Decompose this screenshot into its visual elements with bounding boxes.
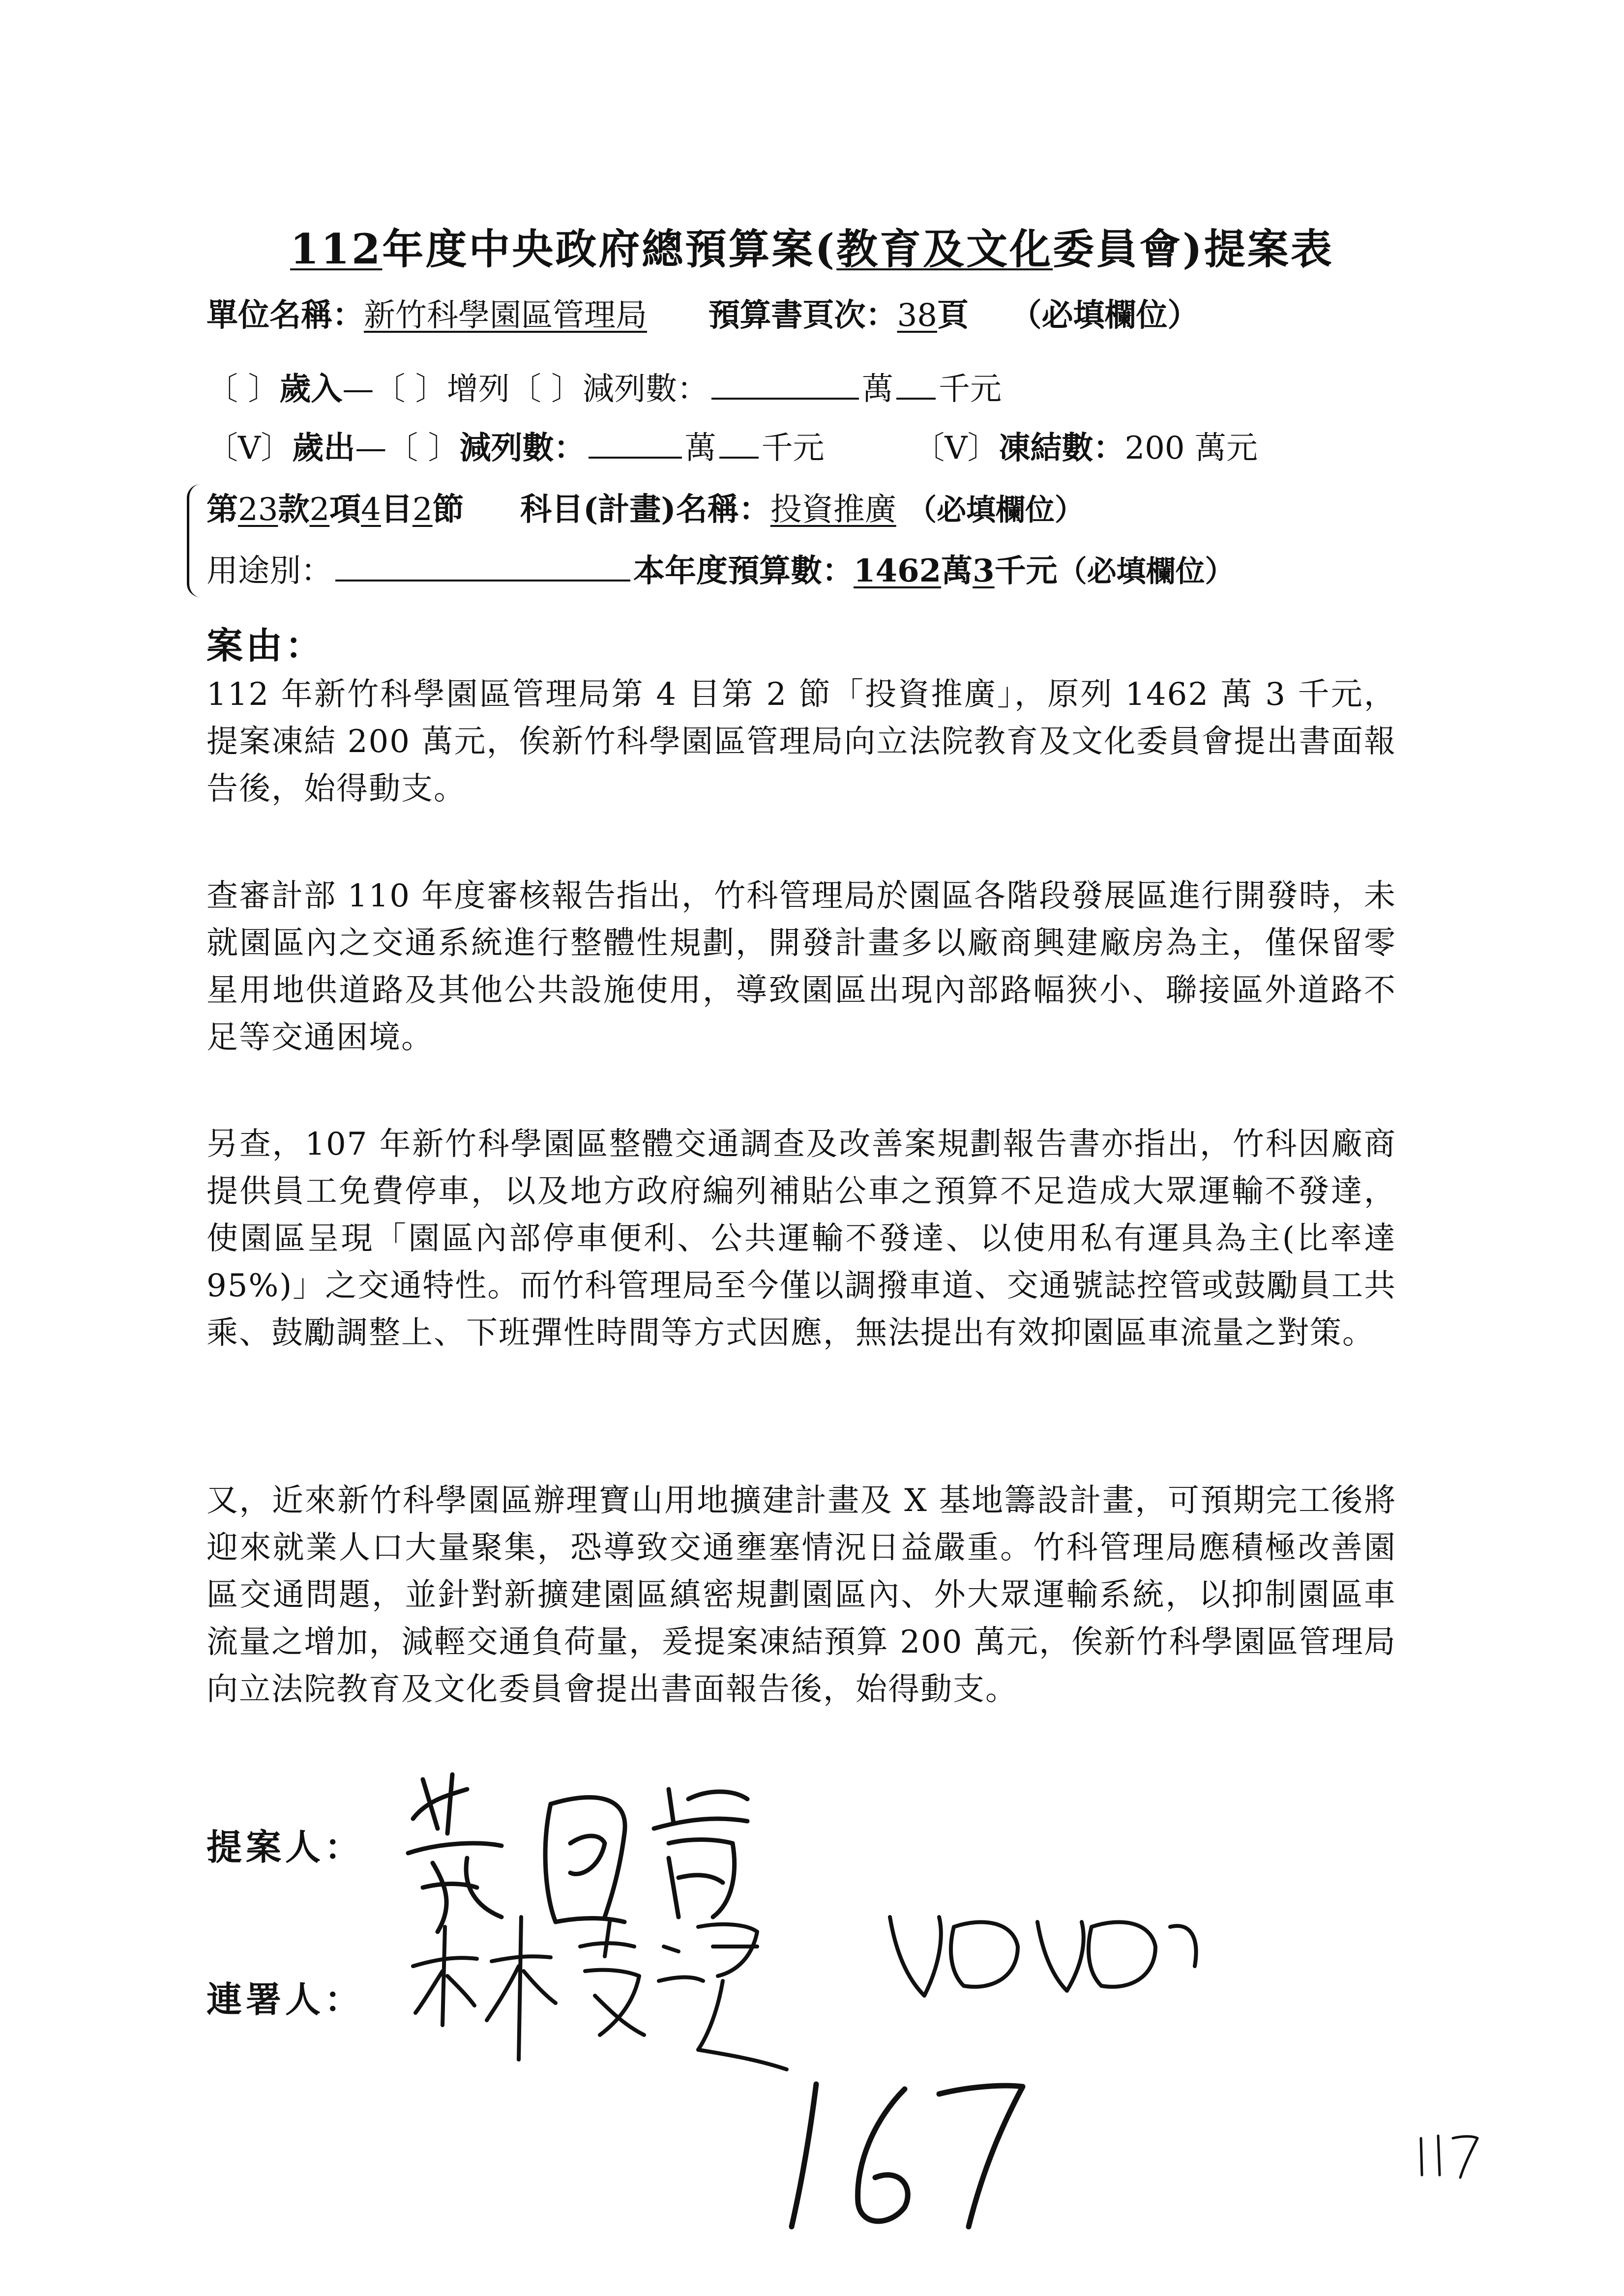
increase-label: 增列 bbox=[446, 371, 510, 407]
reason-paragraph-1: 112 年新竹科學園區管理局第 4 目第 2 節「投資推廣」，原列 1462 萬 3 千元，提案凍結 200 萬元，俟新竹科學園區管理局向立法院教育及文化委員會提出書面報告後，始得動支。 bbox=[207, 676, 1396, 807]
mu-label: 目 bbox=[381, 491, 413, 528]
cosigner-label: 連署人： bbox=[207, 1978, 364, 2020]
reason-paragraph-4: 又，近來新竹科學園區辦理寶山用地擴建計畫及 X 基地籌設計畫，可預期完工後將迎來就業人口大量聚集，恐導致交通壅塞情況日益嚴重。竹科管理局應積極改善園區交通問題，並針對新擴建園區縝密規劃園區內、外大眾運輸系統，以抑制園區車流量之增加，減輕交通負荷量，爰提案凍結預算 200 萬元，俟新竹科學園區管理局向立法院教育及文化委員會提出書面報告後，始得動支。 bbox=[207, 1482, 1396, 1708]
required-note: （必填欄位） bbox=[1057, 554, 1235, 589]
title-committee: 教育及文化 bbox=[836, 225, 1053, 273]
mu-value: 4 bbox=[361, 492, 381, 528]
item-bracket bbox=[187, 484, 203, 597]
wan-unit: 萬 bbox=[684, 430, 716, 466]
blank-line bbox=[711, 366, 859, 400]
subject-name: 投資推廣 bbox=[770, 492, 896, 528]
revenue-label: 歲入 bbox=[279, 371, 343, 407]
title-post: 委員會)提案表 bbox=[1053, 225, 1334, 273]
unit-label: 單位名稱： bbox=[207, 297, 364, 334]
reason-paragraph-3: 另查，107 年新竹科學園區整體交通調查及改善案規劃報告書亦指出，竹科因廠商提供員工免費停車，以及地方政府編列補貼公車之預算不足造成大眾運輸不發達，使園區呈現「園區內部停車便利、公共運輸不發達、以使用私有運具為主(比率達 95%)」之交通特性。而竹科管理局至今僅以調撥車道、交通號誌控管或鼓勵員工共乘、鼓勵調整上、下班彈性時間等方式因應，無法提出有效抑園區車流量之對策。 bbox=[207, 1126, 1396, 1351]
title-year: 112 bbox=[290, 225, 383, 273]
freeze-label: 凍結數： bbox=[999, 430, 1125, 466]
usage-label: 用途別： bbox=[207, 553, 332, 589]
decrease-checkbox: 〔 〕 bbox=[509, 371, 583, 407]
expense-decrease-label: 減列數： bbox=[459, 430, 586, 466]
budget-page-label: 預算書頁次： bbox=[708, 297, 897, 334]
usage-blank bbox=[335, 548, 630, 581]
unit-row bbox=[207, 290, 1199, 335]
title-pre: 年度中央政府總預算案( bbox=[382, 225, 837, 273]
jie-value: 2 bbox=[412, 492, 433, 528]
jie-label: 節 bbox=[432, 491, 464, 528]
qian-unit: 千元 bbox=[761, 430, 825, 466]
decrease-label: 減列數： bbox=[583, 371, 709, 407]
required-note: （必填欄位） bbox=[1010, 297, 1199, 334]
form-title bbox=[0, 216, 1624, 276]
expense-dash: — bbox=[355, 430, 387, 466]
required-note: （必填欄位） bbox=[907, 493, 1084, 527]
kuan-label: 款 bbox=[278, 491, 310, 528]
kuan-value: 23 bbox=[238, 492, 278, 528]
annual-budget-qian: 3 bbox=[973, 552, 995, 589]
blank-line bbox=[589, 425, 682, 459]
increase-checkbox: 〔 〕 bbox=[374, 371, 447, 407]
blank-line bbox=[719, 425, 759, 459]
expense-decrease-checkbox: 〔 〕 bbox=[386, 430, 460, 466]
freeze-value: 200 萬元 bbox=[1124, 430, 1258, 466]
handwritten-page-number bbox=[757, 2064, 1033, 2243]
freeze-checkbox: 〔V〕 bbox=[913, 430, 999, 466]
qian-unit: 千元 bbox=[939, 371, 1002, 407]
cosigner-signature bbox=[403, 1897, 1214, 2074]
handwritten-117-drawing bbox=[1411, 2128, 1480, 2182]
qian-unit: 千元 bbox=[994, 552, 1058, 589]
wan-unit: 萬 bbox=[862, 371, 894, 407]
wan-unit: 萬 bbox=[941, 552, 973, 589]
item-row bbox=[207, 484, 1084, 529]
budget-page-unit: 頁 bbox=[937, 297, 969, 334]
xiang-label: 項 bbox=[329, 491, 361, 528]
corner-page-number bbox=[1411, 2128, 1480, 2184]
revenue-row bbox=[207, 364, 1002, 409]
reason-paragraph-2: 查審計部 110 年度審核報告指出，竹科管理局於園區各階段發展區進行開發時，未就園區內之交通系統進行整體性規劃，開發計畫多以廠商興建廠房為主，僅保留零星用地供道路及其他公共設施使用，導致園區出現內部路幅狹小、聯接區外道路不足等交通困境。 bbox=[207, 878, 1396, 1056]
unit-name: 新竹科學園區管理局 bbox=[364, 297, 647, 334]
expense-checkbox: 〔V〕 bbox=[207, 430, 293, 466]
revenue-dash: — bbox=[342, 371, 374, 407]
proposer-label: 提案人： bbox=[207, 1826, 364, 1868]
expense-label: 歲出 bbox=[292, 430, 355, 466]
blank-line bbox=[896, 366, 936, 400]
xiang-value: 2 bbox=[309, 492, 330, 528]
handwritten-167-drawing bbox=[757, 2064, 1033, 2241]
budget-page: 38 bbox=[897, 297, 937, 334]
subject-label: 科目(計畫)名稱： bbox=[520, 491, 770, 528]
reason-heading: 案由： bbox=[207, 625, 325, 667]
revenue-checkbox: 〔 〕 bbox=[207, 371, 280, 407]
annual-budget-wan: 1462 bbox=[854, 552, 942, 589]
item-di: 第 bbox=[207, 491, 238, 528]
annual-budget-label: 本年度預算數： bbox=[633, 552, 854, 589]
expense-row bbox=[207, 423, 1258, 468]
usage-row bbox=[207, 546, 1235, 591]
